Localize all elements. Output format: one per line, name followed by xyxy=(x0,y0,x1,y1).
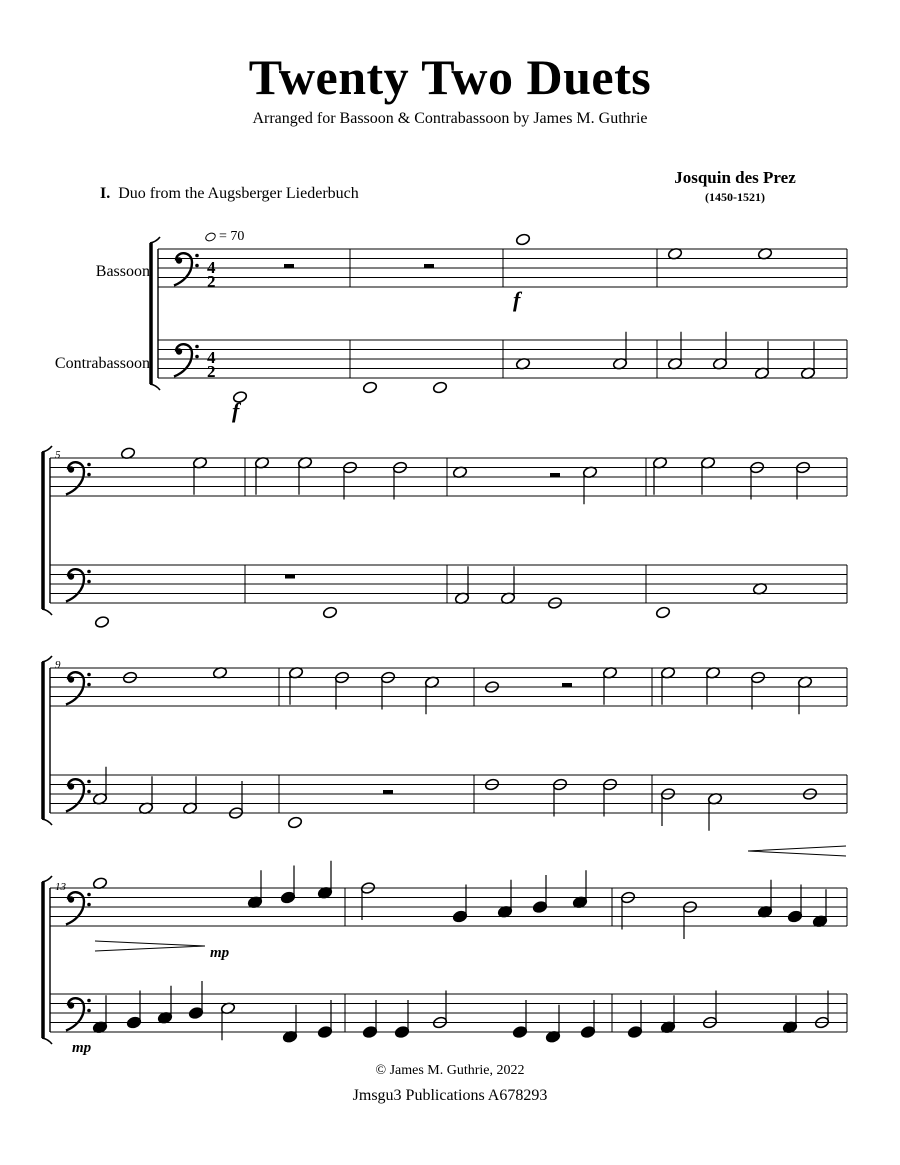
bass-clef-dot-icon xyxy=(87,1009,91,1013)
bass-clef-dot-icon xyxy=(68,676,74,682)
dynamic-forte-contra: f xyxy=(232,398,240,423)
bass-clef-dot-icon xyxy=(87,999,91,1003)
notehead xyxy=(787,910,802,923)
notehead xyxy=(126,1016,141,1029)
bass-clef-dot-icon xyxy=(68,1002,74,1008)
movement-number: I. xyxy=(100,185,111,202)
bracket-hook xyxy=(42,819,52,825)
bass-clef-dot-icon xyxy=(195,345,199,349)
time-sig-top-bassoon: 4 xyxy=(207,258,216,277)
bracket-hook xyxy=(42,446,52,452)
dynamic-mp-bassoon: mp xyxy=(210,945,230,961)
notehead xyxy=(322,606,337,619)
bracket-hook xyxy=(150,237,160,243)
time-sig-bottom-bassoon: 2 xyxy=(207,272,216,291)
notehead xyxy=(94,615,109,628)
dynamic-mp-contra: mp xyxy=(72,1040,92,1056)
page-title: Twenty Two Duets xyxy=(248,49,652,105)
bass-clef-dot-icon xyxy=(87,683,91,687)
tempo-value: = 70 xyxy=(219,229,245,244)
composer-dates: (1450-1521) xyxy=(705,190,765,204)
bass-clef-dot-icon xyxy=(87,893,91,897)
publisher-info: Jmsgu3 Publications A678293 xyxy=(352,1087,548,1104)
bass-clef-dot-icon xyxy=(87,463,91,467)
bracket-hook xyxy=(42,609,52,615)
bass-clef-dot-icon xyxy=(87,580,91,584)
time-sig-bottom-contra: 2 xyxy=(207,362,216,381)
bass-clef-dot-icon xyxy=(195,254,199,258)
bass-clef-dot-icon xyxy=(68,896,74,902)
notehead xyxy=(287,816,302,829)
instrument-label-contrabassoon: Contrabassoon xyxy=(54,355,150,372)
notehead xyxy=(515,233,530,246)
decrescendo-hairpin xyxy=(95,941,205,951)
copyright-notice: © James M. Guthrie, 2022 xyxy=(375,1063,525,1078)
notehead xyxy=(280,891,295,904)
composer-name: Josquin des Prez xyxy=(674,168,796,187)
notehead xyxy=(394,1025,409,1038)
whole-rest xyxy=(285,575,295,579)
bass-clef-dot-icon xyxy=(68,783,74,789)
bracket-hook xyxy=(42,1038,52,1044)
bass-clef-dot-icon xyxy=(68,466,74,472)
notehead xyxy=(627,1025,642,1038)
movement-title: Duo from the Augsberger Liederbuch xyxy=(118,185,359,202)
bass-clef-dot-icon xyxy=(87,780,91,784)
bass-clef-dot-icon xyxy=(87,473,91,477)
whole-rest xyxy=(383,790,393,794)
bass-clef-dot-icon xyxy=(87,570,91,574)
whole-rest xyxy=(284,264,294,268)
notehead xyxy=(317,1025,332,1038)
whole-rest xyxy=(562,683,572,687)
bass-clef-dot-icon xyxy=(87,903,91,907)
notehead xyxy=(362,381,377,394)
subtitle: Arranged for Bassoon & Contrabassoon by James M. Guthrie xyxy=(252,110,648,127)
whole-rest xyxy=(550,473,560,477)
bass-clef-dot-icon xyxy=(87,673,91,677)
time-sig-top-contra: 4 xyxy=(207,348,216,367)
bass-clef-dot-icon xyxy=(87,790,91,794)
instrument-label-bassoon: Bassoon xyxy=(95,263,150,280)
notehead xyxy=(452,910,467,923)
bass-clef-dot-icon xyxy=(176,257,182,263)
bracket-hook xyxy=(150,384,160,390)
dynamic-forte-bassoon: f xyxy=(513,287,521,312)
bracket-hook xyxy=(42,876,52,882)
score-systems xyxy=(42,233,847,1044)
notehead xyxy=(432,381,447,394)
bracket-hook xyxy=(42,656,52,662)
bass-clef-dot-icon xyxy=(68,573,74,579)
measure-number-9: 9 xyxy=(55,659,61,671)
notehead xyxy=(532,900,547,913)
whole-rest xyxy=(424,264,434,268)
notehead xyxy=(362,1025,377,1038)
notehead xyxy=(188,1006,203,1019)
bass-clef-dot-icon xyxy=(195,264,199,268)
notehead xyxy=(655,606,670,619)
decrescendo-hairpin xyxy=(748,846,846,856)
notehead xyxy=(512,1025,527,1038)
measure-number-5: 5 xyxy=(55,449,61,461)
bass-clef-dot-icon xyxy=(195,355,199,359)
measure-number-13: 13 xyxy=(55,881,66,893)
bass-clef-dot-icon xyxy=(176,348,182,354)
notehead xyxy=(580,1025,595,1038)
